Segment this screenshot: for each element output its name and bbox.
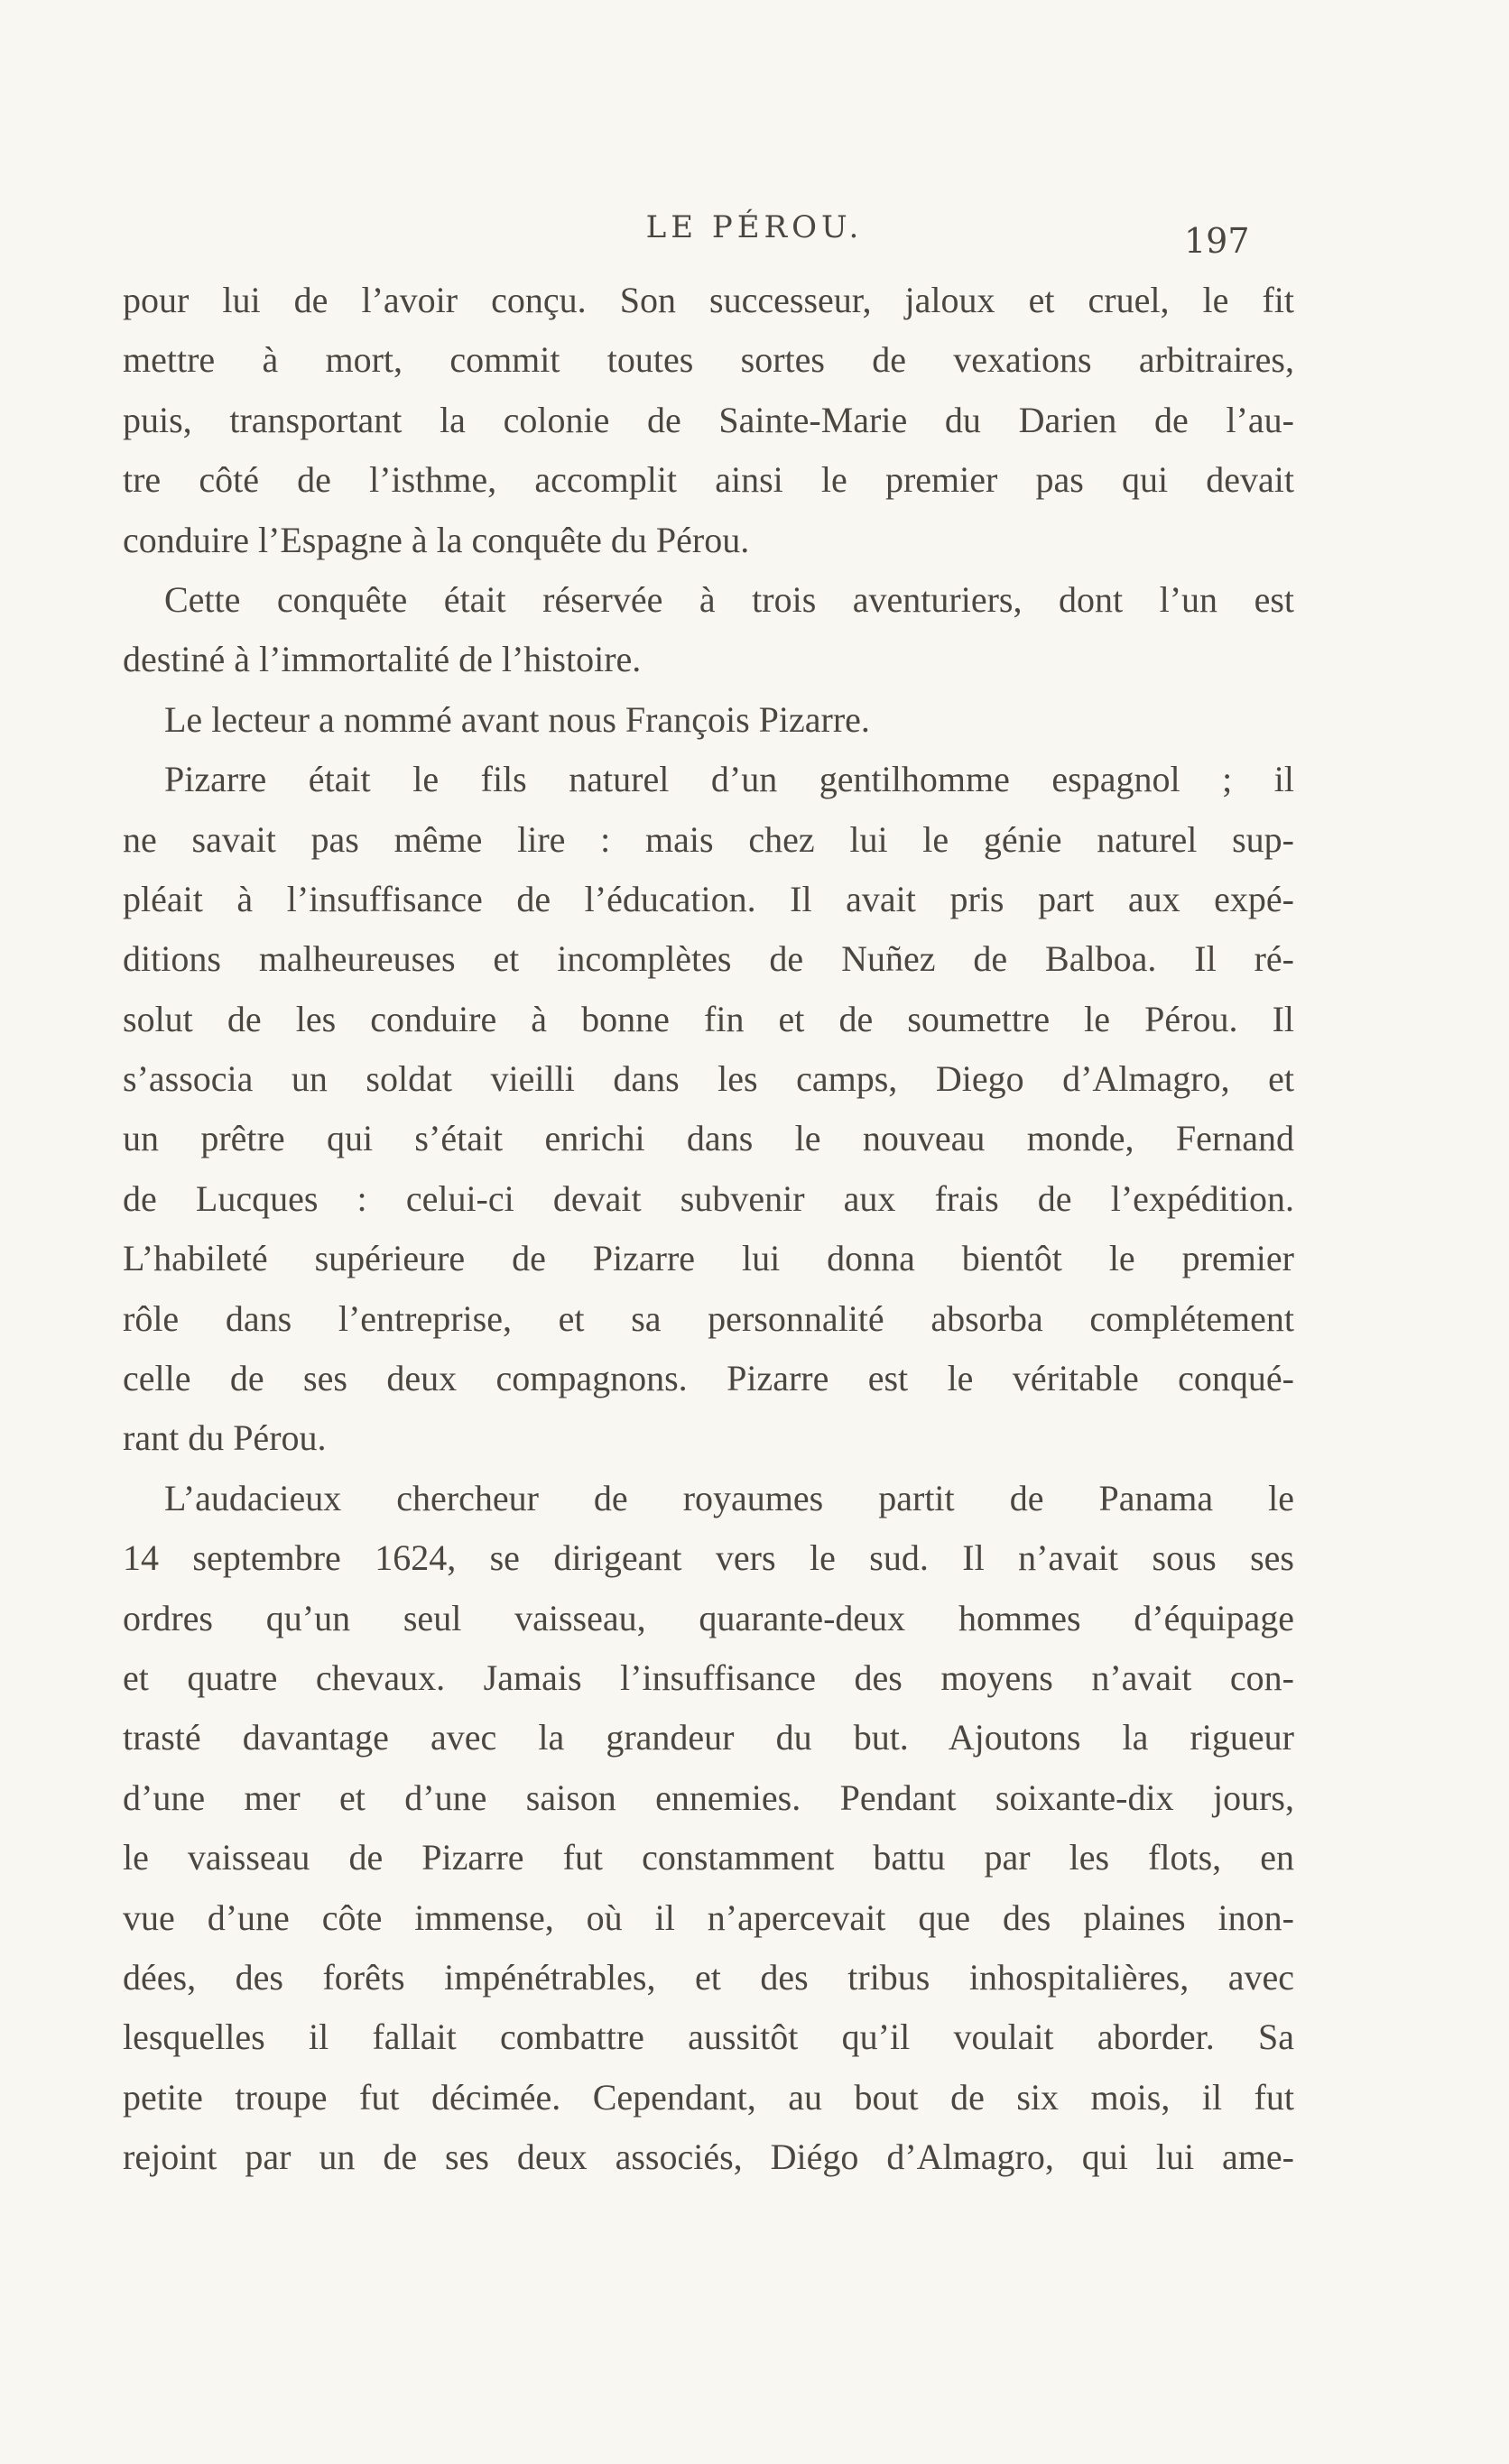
- text-line: tre côté de l’isthme, accomplit ainsi le premier pas qui devait: [123, 459, 1294, 501]
- text-line: et quatre chevaux. Jamais l’insuffisance des moyens n’avait con-: [123, 1657, 1294, 1698]
- text-line: dées, des forêts impénétrables, et des tribus inhospitalières, avec: [123, 1956, 1294, 1998]
- text-line: un prêtre qui s’était enrichi dans le nouveau monde, Fernand: [123, 1118, 1294, 1159]
- running-title: LE PÉROU.: [645, 209, 864, 245]
- text-line: rejoint par un de ses deux associés, Diégo d’Almagro, qui lui ame-: [123, 2136, 1294, 2178]
- text-line: Cette conquête était réservée à trois aventuriers, dont l’un est: [164, 578, 1294, 620]
- page-number: 197: [1184, 221, 1250, 261]
- text-line: ditions malheureuses et incomplètes de Nuñez de Balboa. Il ré-: [123, 938, 1294, 980]
- text-line: pour lui de l’avoir conçu. Son successeur, jaloux et cruel, le fit: [123, 280, 1294, 320]
- text-line: 14 septembre 1624, se dirigeant vers le sud. Il n’avait sous ses: [123, 1537, 1294, 1579]
- text-line: trasté davantage avec la grandeur du but. Ajoutons la rigueur: [123, 1717, 1294, 1758]
- text-line: lesquelles il fallait combattre aussitôt qu’il voulait aborder. Sa: [123, 2016, 1294, 2058]
- text-line: solut de les conduire à bonne fin et de soumettre le Pérou. Il: [123, 998, 1294, 1039]
- text-line: celle de ses deux compagnons. Pizarre est le véritable conqué-: [123, 1358, 1294, 1399]
- text-line: ne savait pas même lire : mais chez lui le génie naturel sup-: [123, 818, 1294, 860]
- body-text: [123, 271, 1294, 2188]
- text-line: s’associa un soldat vieilli dans les camps, Diego d’Almagro, et: [123, 1058, 1294, 1100]
- text-line: Pizarre était le fils naturel d’un gentilhomme espagnol ; il: [164, 759, 1294, 800]
- text-line: rant du Pérou.: [123, 1417, 327, 1459]
- text-line: pléait à l’insuffisance de l’éducation. Il avait pris part aux expé-: [123, 878, 1294, 919]
- text-line: L’habileté supérieure de Pizarre lui donna bientôt le premier: [123, 1238, 1294, 1279]
- text-line: ordres qu’un seul vaisseau, quarante-deux hommes d’équipage: [123, 1597, 1294, 1638]
- text-line: d’une mer et d’une saison ennemies. Pendant soixante-dix jours,: [123, 1776, 1294, 1818]
- text-line: petite troupe fut décimée. Cependant, au bout de six mois, il fut: [123, 2076, 1294, 2118]
- text-line: mettre à mort, commit toutes sortes de vexations arbitraires,: [123, 339, 1294, 381]
- text-line: destiné à l’immortalité de l’histoire.: [123, 639, 642, 680]
- text-line: Le lecteur a nommé avant nous François Pizarre.: [164, 698, 870, 740]
- text-line: rôle dans l’entreprise, et sa personnalité absorba complétement: [123, 1297, 1294, 1339]
- text-line: puis, transportant la colonie de Sainte-Marie du Darien de l’au-: [123, 399, 1294, 440]
- text-line: le vaisseau de Pizarre fut constamment battu par les flots, en: [123, 1837, 1294, 1878]
- text-line: conduire l’Espagne à la conquête du Pérou.: [123, 519, 750, 560]
- text-line: vue d’une côte immense, où il n’apercevait que des plaines inon-: [123, 1896, 1294, 1938]
- text-line: L’audacieux chercheur de royaumes partit de Panama le: [164, 1477, 1294, 1518]
- text-line: de Lucques : celui-ci devait subvenir aux frais de l’expédition.: [123, 1177, 1294, 1219]
